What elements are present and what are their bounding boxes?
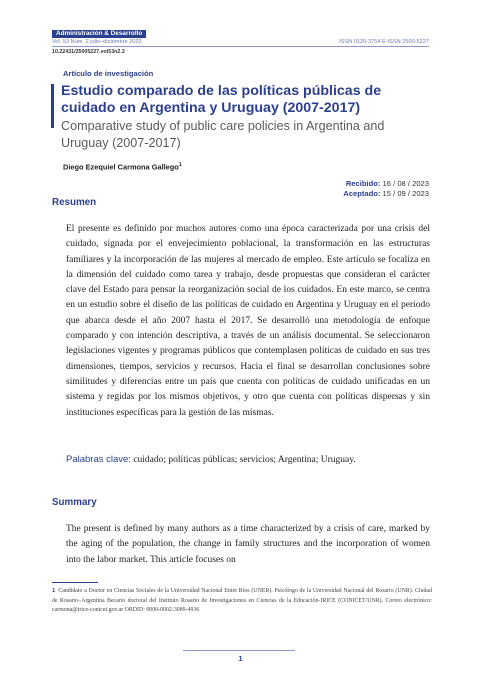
accepted-date: 15 / 09 / 2023 — [382, 189, 429, 198]
summary-heading: Summary — [52, 497, 97, 508]
accepted-label: Aceptado: — [343, 189, 381, 198]
article-type: Artículo de investigación — [63, 69, 154, 78]
author-name — [63, 162, 182, 171]
abstract-text: El presente es definido por muchos autores como una época caracterizada por una crisis del cuidado, signada por el envejecimiento poblacional, la transformación en las estructuras familiares y la incorporación de las mujeres al mercado de empleo. Este artículo se focaliza en la dimensión del cuidado como tarea y trabajo, desde propuestas que consideran el carácter clave del Estado para pensar la reorganización social de los cuidados. En este marco, se centra en un estudio sobre el diseño de las políticas de cuidado en Argentina y Uruguay en el periodo que abarca desde el año 2007 hasta el 2017. Se desarrolló una metodología de enfoque comparado y con intención descriptiva, a través de un análisis documental. Se seleccionaron legislaciones vigentes y programas públicos que contemplasen políticas de cuidado en sus tres dimensiones, tiempos, servicios y recursos. Hacia el final se desarrollan conclusiones sobre similitudes y diferencias entre un país que cuenta con políticas de cuidado unificadas en un sistema y regidas por los mismos objetivos, y otro que cuenta con políticas dispersas y sin instituciones específicas para la gestión de las mismas. — [66, 224, 430, 418]
footnote — [52, 587, 432, 616]
footnote-text: Candidato a Doctor en Ciencias Sociales de la Universidad Nacional Entre Ríos (UNER). Psicólogo de la Universidad Nacional del Rosario (UNR). Ciudad de Rosario–Argentina Becario doctoral del Instituto Rosario de Investigaciones en Ciencias de la Educación-IRICE (CONICET/UNR). Correo electrónico: carmona@irice-conicet.gov.ar ORDID: 0000-0002-3089-4936 — [52, 588, 432, 614]
keywords-list: cuidado; políticas públicas; servicios; Argentina; Uruguay. — [133, 455, 356, 465]
header-rule — [52, 46, 429, 47]
received-label: Recibido: — [345, 179, 381, 188]
footnote-rule — [52, 582, 98, 583]
footnote-number: 1 — [52, 588, 56, 594]
received-line — [343, 179, 429, 189]
summary-text: The present is defined by many authors as a time characterized by a crisis of care, marked by the aging of the population, the change in family structures and the incorporation of women into the labor market. This article focuses on — [66, 524, 430, 565]
keywords — [66, 454, 356, 465]
keywords-label: Palabras clave: — [66, 454, 131, 465]
journal-badge: Administración & Desarrollo — [52, 30, 146, 38]
submission-dates — [343, 179, 429, 199]
page-number-rule — [183, 650, 295, 651]
author-footnote-ref[interactable]: 1 — [178, 162, 182, 168]
volume-line: Vol. 53 Núm. 2 julio–diciembre 2023 — [52, 39, 142, 45]
author-name-text: Diego Ezequiel Carmona Gallego — [63, 162, 179, 172]
doi[interactable]: 10.22431/25005227.vol53n2.3 — [52, 49, 125, 55]
title-accent-bar — [51, 84, 54, 128]
issn-line: ISSN 0120-3754 E-ISSN 2500-5227 — [339, 39, 429, 45]
article-title: Estudio comparado de las políticas públicas de cuidado en Argentina y Uruguay (2007-2017) — [61, 83, 382, 116]
abstract-heading: Resumen — [52, 197, 97, 208]
page-number: 1 — [238, 654, 243, 663]
received-date: 16 / 08 / 2023 — [382, 179, 429, 188]
accepted-line — [343, 189, 429, 199]
article-subtitle: Comparative study of public care policies in Argentina and Uruguay (2007-2017) — [61, 119, 385, 150]
